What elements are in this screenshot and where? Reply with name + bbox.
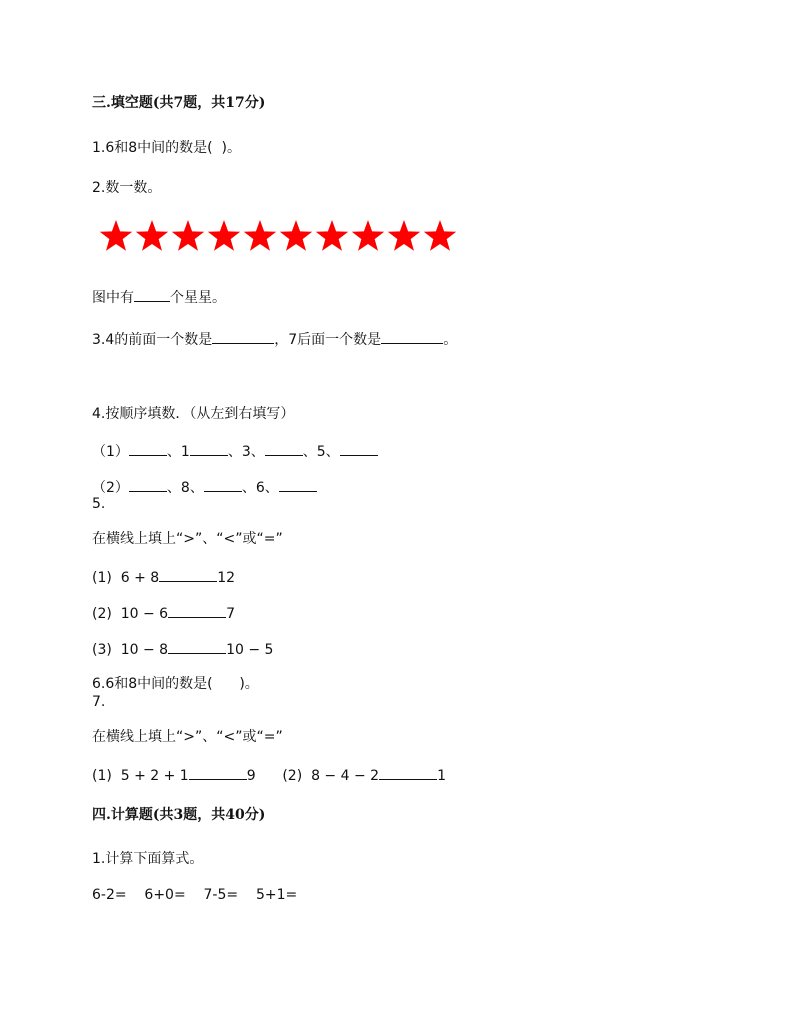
answer-blank[interactable] bbox=[129, 477, 167, 492]
q7-a-right: 9 bbox=[246, 768, 256, 784]
question-2-answer bbox=[92, 287, 226, 307]
q5-item3-right: 10 − 5 bbox=[226, 642, 274, 658]
question-7-prompt: 在横线上填上“>”、“<”或“=” bbox=[92, 729, 283, 745]
star-icon bbox=[100, 220, 132, 251]
q4-row1-d: 、5、 bbox=[302, 444, 340, 460]
section3-title: 三.填空题(共7题，共17分) bbox=[92, 95, 266, 111]
answer-blank[interactable] bbox=[159, 567, 217, 582]
q4-row1-b: 、1 bbox=[166, 444, 190, 460]
question-5-item-2 bbox=[92, 603, 235, 623]
q4-row2-a: （2） bbox=[92, 480, 129, 496]
calc-expr-4: 5+1= bbox=[255, 887, 298, 903]
q7-a-left: (1) 5 + 2 + 1 bbox=[92, 768, 189, 784]
section4-title: 四.计算题(共3题，共40分) bbox=[92, 807, 266, 823]
calc-expr-3: 7-5= bbox=[203, 887, 239, 903]
star-icon bbox=[244, 220, 276, 251]
star-icon bbox=[208, 220, 240, 251]
q4-row2-b: 、8、 bbox=[166, 480, 204, 496]
q2-answer-post: 个星星。 bbox=[170, 290, 226, 306]
q3-part-a: 3.4的前面一个数是 bbox=[92, 332, 213, 348]
question-7-items bbox=[92, 765, 446, 785]
question-4-prompt: 4.按顺序填数．（从左到右填写） bbox=[92, 406, 295, 422]
question-6: 6.6和8中间的数是( )。 bbox=[92, 676, 259, 692]
q3-part-c: 。 bbox=[443, 332, 458, 348]
answer-blank[interactable] bbox=[340, 441, 378, 456]
answer-blank[interactable] bbox=[129, 441, 167, 456]
star-icon bbox=[172, 220, 204, 251]
answer-blank[interactable] bbox=[379, 765, 437, 780]
question-5-item-3 bbox=[92, 639, 273, 659]
answer-blank[interactable] bbox=[168, 639, 226, 654]
star-icon bbox=[388, 220, 420, 251]
q5-item1-left: (1) 6 + 8 bbox=[92, 570, 160, 586]
question-7-number: 7. bbox=[92, 694, 106, 710]
star-icon bbox=[280, 220, 312, 251]
star-icon bbox=[424, 220, 456, 251]
question-4-row1 bbox=[92, 441, 378, 461]
answer-blank[interactable] bbox=[190, 441, 228, 456]
q5-item2-right: 7 bbox=[226, 606, 236, 622]
q5-item2-left: (2) 10 − 6 bbox=[92, 606, 169, 622]
q4-row1-a: （1） bbox=[92, 444, 129, 460]
calc-expr-2: 6+0= bbox=[144, 887, 186, 903]
question-5-number: 5. bbox=[92, 496, 106, 512]
star-row bbox=[98, 218, 458, 254]
q4-row1-c: 、3、 bbox=[227, 444, 265, 460]
star-icon bbox=[352, 220, 384, 251]
section4-question-1: 1.计算下面算式。 bbox=[92, 851, 204, 867]
q5-item1-right: 12 bbox=[217, 570, 236, 586]
q5-item3-left: (3) 10 − 8 bbox=[92, 642, 169, 658]
q7-b-left: (2) 8 − 4 − 2 bbox=[282, 768, 380, 784]
answer-blank[interactable] bbox=[279, 477, 317, 492]
answer-blank[interactable] bbox=[204, 477, 242, 492]
answer-blank[interactable] bbox=[381, 329, 443, 344]
star-icon bbox=[316, 220, 348, 251]
q2-answer-pre: 图中有 bbox=[92, 290, 134, 306]
question-2-prompt: 2.数一数。 bbox=[92, 180, 162, 196]
question-5-item-1 bbox=[92, 567, 235, 587]
question-3 bbox=[92, 329, 457, 349]
calc-expr-1: 6-2= bbox=[92, 887, 127, 903]
q4-row2-c: 、6、 bbox=[241, 480, 279, 496]
q7-b-right: 1 bbox=[437, 768, 446, 784]
star-icon bbox=[136, 220, 168, 251]
answer-blank[interactable] bbox=[189, 765, 247, 780]
question-5-prompt: 在横线上填上“>”、“<”或“=” bbox=[92, 531, 283, 547]
answer-blank[interactable] bbox=[168, 603, 226, 618]
answer-blank[interactable] bbox=[134, 287, 170, 302]
answer-blank[interactable] bbox=[212, 329, 274, 344]
question-4-row2 bbox=[92, 477, 317, 497]
calc-expressions bbox=[92, 886, 297, 904]
q3-part-b: ，7后面一个数是 bbox=[274, 332, 382, 348]
question-1: 1.6和8中间的数是( )。 bbox=[92, 140, 241, 156]
answer-blank[interactable] bbox=[265, 441, 303, 456]
